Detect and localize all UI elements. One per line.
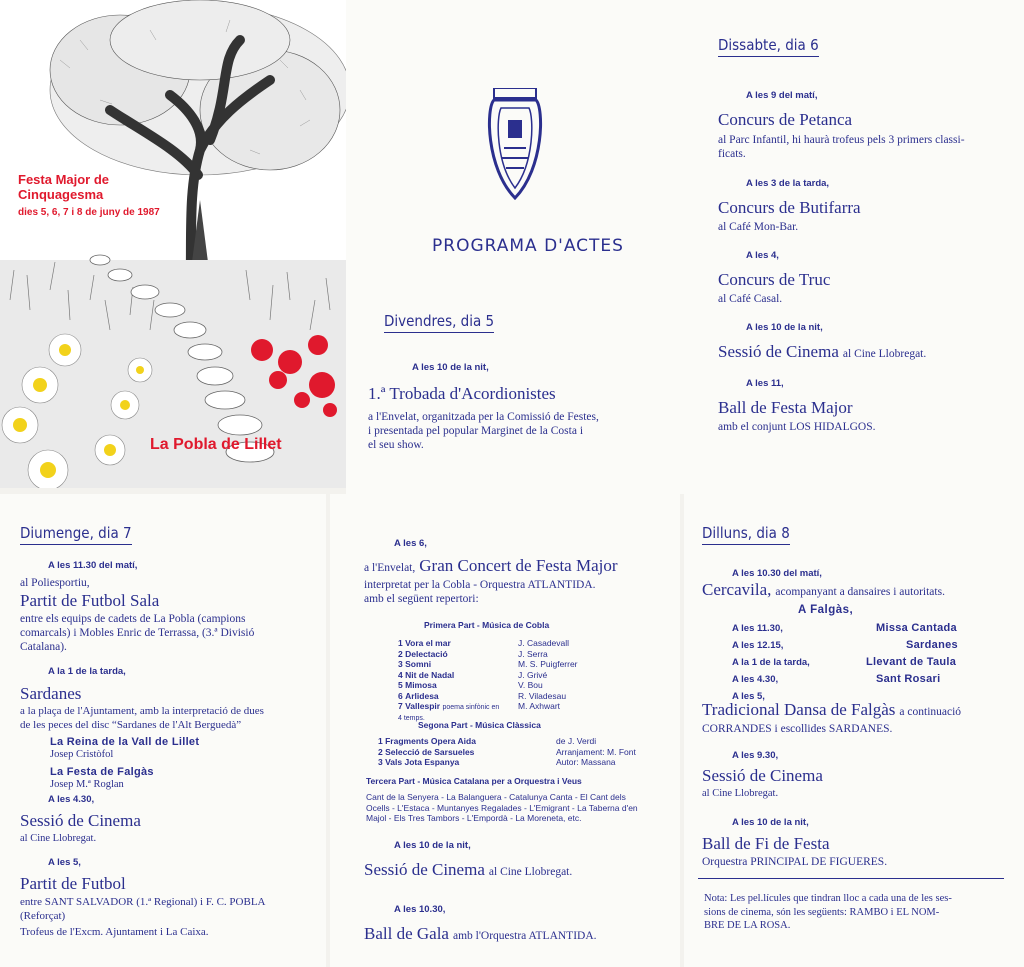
time-cinema-dilluns: A les 9.30, xyxy=(732,750,779,761)
time-ball-gala: A les 10.30, xyxy=(394,904,446,915)
event-petanca: Concurs de Petanca xyxy=(718,110,853,129)
note-text: Nota: Les pel.lícules que tindran lloc a cada una de les ses- sions de cinema, són les següents: RAMBO i EL NOM- BRE DE LA ROSA. xyxy=(704,893,952,931)
rep-item: 2 Delectació J. Serra xyxy=(398,648,548,659)
event-rosari: Sant Rosari xyxy=(876,673,941,685)
desc-butifarra: al Café Mon-Bar. xyxy=(718,221,799,233)
time-dansa: A les 5, xyxy=(732,691,765,702)
time-cercavila: A les 10.30 del matí, xyxy=(732,568,822,579)
desc-futbol-sala: entre els equips de cadets de La Pobla (campions comarcals) i Mobles Enric de Terrassa, (3.ª Divisió Catalana). xyxy=(20,613,255,653)
part3-text: Cant de la Senyera - La Balanguera - Catalunya Canta - El Cant dels Ocells - L'Estaca - Muntanyes Regalades - L'Emigrant - La Taberna d'en Majol - Els Tres Tambors - L'Empordà - La Moreneta, etc. xyxy=(366,792,638,823)
time-sardanes: A la 1 de la tarda, xyxy=(48,666,126,677)
tree-illustration xyxy=(0,0,346,488)
time-concert: A les 6, xyxy=(394,538,427,549)
rep-item: 4 Nit de Nadal J. Grivé xyxy=(398,669,548,680)
author-cristofol: Josep Cristòfol xyxy=(50,749,114,760)
day-header-diumenge: Diumenge, dia 7 xyxy=(20,524,132,545)
desc-petanca: al Parc Infantil, hi haurà trofeus pels 3 primers classi- ficats. xyxy=(718,134,965,160)
desc-trobada: a l'Envelat, organitzada per la Comissió de Festes, i presentada pel popular Marginet de la Costa i el seu show. xyxy=(368,411,599,451)
time-ball-fi: A les 10 de la nit, xyxy=(732,817,809,828)
desc-truc: al Café Casal. xyxy=(718,293,783,305)
desc-cinema-diumenge: al Cine Llobregat. xyxy=(20,833,97,844)
cover-panel xyxy=(0,0,346,488)
note-divider xyxy=(698,878,1004,879)
event-futbol: Partit de Futbol xyxy=(20,874,126,893)
time-butifarra: A les 3 de la tarda, xyxy=(746,178,830,189)
time-missa: A les 11.30, xyxy=(732,623,783,634)
time-petanca: A les 9 del matí, xyxy=(746,90,818,101)
cover-town: La Pobla de Lillet xyxy=(150,436,282,453)
event-ball-fi: Ball de Fi de Festa xyxy=(702,834,830,853)
panel-diumenge xyxy=(0,494,326,967)
event-dansa: Tradicional Dansa de Falgàs a continuació xyxy=(702,700,962,719)
time-futbol-sala: A les 11.30 del matí, xyxy=(48,560,138,571)
event-butifarra: Concurs de Butifarra xyxy=(718,198,861,217)
desc-sardanes: a la plaça de l'Ajuntament, amb la interpretació de dues de les peces del disc “Sardanes de l'Alt Berguedà” xyxy=(20,705,264,731)
part1-title: Primera Part - Música de Cobla xyxy=(424,620,550,630)
rep-item: 7 Vallespir poema sinfònic en M. Axhwart xyxy=(398,701,561,711)
cover-title-line2: Cinquagesma xyxy=(18,187,104,202)
rep-item: 3 Somni M. S. Puigferrer xyxy=(398,659,578,669)
time-cinema-diumenge: A les 4.30, xyxy=(48,794,95,805)
desc-ball-festa: amb el conjunt LOS HIDALGOS. xyxy=(718,421,876,433)
desc-futbol: entre SANT SALVADOR (1.ª Regional) i F. C. POBLA (Reforçat) Trofeus de l'Excm. Ajuntament i La Caixa. xyxy=(20,896,266,938)
time-llevant: A la 1 de la tarda, xyxy=(732,657,810,668)
cover-dates: dies 5, 6, 7 i 8 de juny de 1987 xyxy=(18,207,160,218)
rep-item: 1 Fragments Opera Aida de J. Verdi xyxy=(378,736,597,746)
part3-title: Tercera Part - Música Catalana per a Orquestra i Veus xyxy=(366,776,582,786)
day-header-divendres: Divendres, dia 5 xyxy=(384,312,494,333)
panel-concert xyxy=(330,494,680,967)
event-cinema-concert: Sessió de Cinema al Cine Llobregat. xyxy=(364,860,573,879)
pre-futbol-sala: al Poliesportiu, xyxy=(20,577,90,589)
rep-item: 3 Vals Jota Espanya Autor: Massana xyxy=(378,757,616,767)
panel-dilluns xyxy=(684,494,1024,967)
desc-dansa: CORRANDES i escollides SARDANES. xyxy=(702,723,893,735)
rep-item: 6 Arlidesa R. Viladesau xyxy=(398,690,567,701)
event-ball-festa: Ball de Festa Major xyxy=(718,398,853,417)
rep-item: 1 Vora el mar J. Casadevall xyxy=(398,638,570,648)
part1-list: 1 Vora el mar J. Casadevall 2 Delectació J. Serra 3 Somni M. S. Puigferrer 4 Nit de Nadal J. Grivé 5 Mimosa V. Bou 6 Arlidesa R. Viladesau 7 Vallespir poema sinfònic en M. Axhwart 4 temps. xyxy=(398,638,638,724)
day-header-dilluns: Dilluns, dia 8 xyxy=(702,524,790,545)
desc-ball-fi: Orquestra PRINCIPAL DE FIGUERES. xyxy=(702,856,888,868)
event-futbol-sala: Partit de Futbol Sala xyxy=(20,591,160,610)
time-divendres-1: A les 10 de la nit, xyxy=(412,362,489,373)
song-reina: La Reina de la Vall de Lillet xyxy=(50,736,200,748)
time-truc: A les 4, xyxy=(746,250,779,261)
event-ball-gala: Ball de Gala amb l'Orquestra ATLANTIDA. xyxy=(364,924,597,943)
time-rosari: A les 4.30, xyxy=(732,674,779,685)
event-truc: Concurs de Truc xyxy=(718,270,831,289)
event-llevant: Llevant de Taula xyxy=(866,656,957,668)
panel-divendres xyxy=(346,0,680,494)
event-sardanes-falgas: Sardanes xyxy=(906,639,958,651)
desc-concert: interpretat per la Cobla - Orquestra ATLANTIDA. amb el següent repertori: xyxy=(364,579,596,605)
place-falgas: A Falgàs, xyxy=(798,604,854,616)
programa-title: PROGRAMA D'ACTES xyxy=(432,236,624,256)
author-roglan: Josep M.ª Roglan xyxy=(50,779,124,790)
cover-title-line1: Festa Major de xyxy=(18,172,110,187)
desc-cinema-dilluns: al Cine Llobregat. xyxy=(702,788,779,799)
event-trobada: 1.ª Trobada d'Acordionistes xyxy=(368,384,556,403)
song-list xyxy=(50,736,199,792)
event-cinema-diumenge: Sessió de Cinema xyxy=(20,811,141,830)
part2-list xyxy=(378,736,648,768)
event-cinema-dissabte: Sessió de Cinema al Cine Llobregat. xyxy=(718,342,927,361)
day-header-dissabte: Dissabte, dia 6 xyxy=(718,36,819,57)
town-crest-icon xyxy=(486,88,544,200)
time-cinema-dissabte: A les 10 de la nit, xyxy=(746,322,823,333)
time-cinema-concert: A les 10 de la nit, xyxy=(394,840,471,851)
time-futbol: A les 5, xyxy=(48,857,81,868)
rep-item: 2 Selecció de Sarsueles Arranjament: M. Font xyxy=(378,746,636,757)
time-sardanes-falgas: A les 12.15, xyxy=(732,640,784,651)
song-festa-falgas: La Festa de Falgàs xyxy=(50,766,154,778)
time-ball-festa: A les 11, xyxy=(746,378,784,389)
event-missa: Missa Cantada xyxy=(876,622,957,634)
event-sardanes: Sardanes xyxy=(20,684,82,703)
part2-title: Segona Part - Música Clàssica xyxy=(418,720,541,730)
event-concert: a l'Envelat, Gran Concert de Festa Major xyxy=(364,556,618,575)
event-cercavila: Cercavila, acompanyant a dansaires i autoritats. xyxy=(702,580,945,599)
rep-item: 5 Mimosa V. Bou xyxy=(398,680,543,690)
panel-dissabte xyxy=(680,0,1024,494)
event-cinema-dilluns: Sessió de Cinema xyxy=(702,766,823,785)
